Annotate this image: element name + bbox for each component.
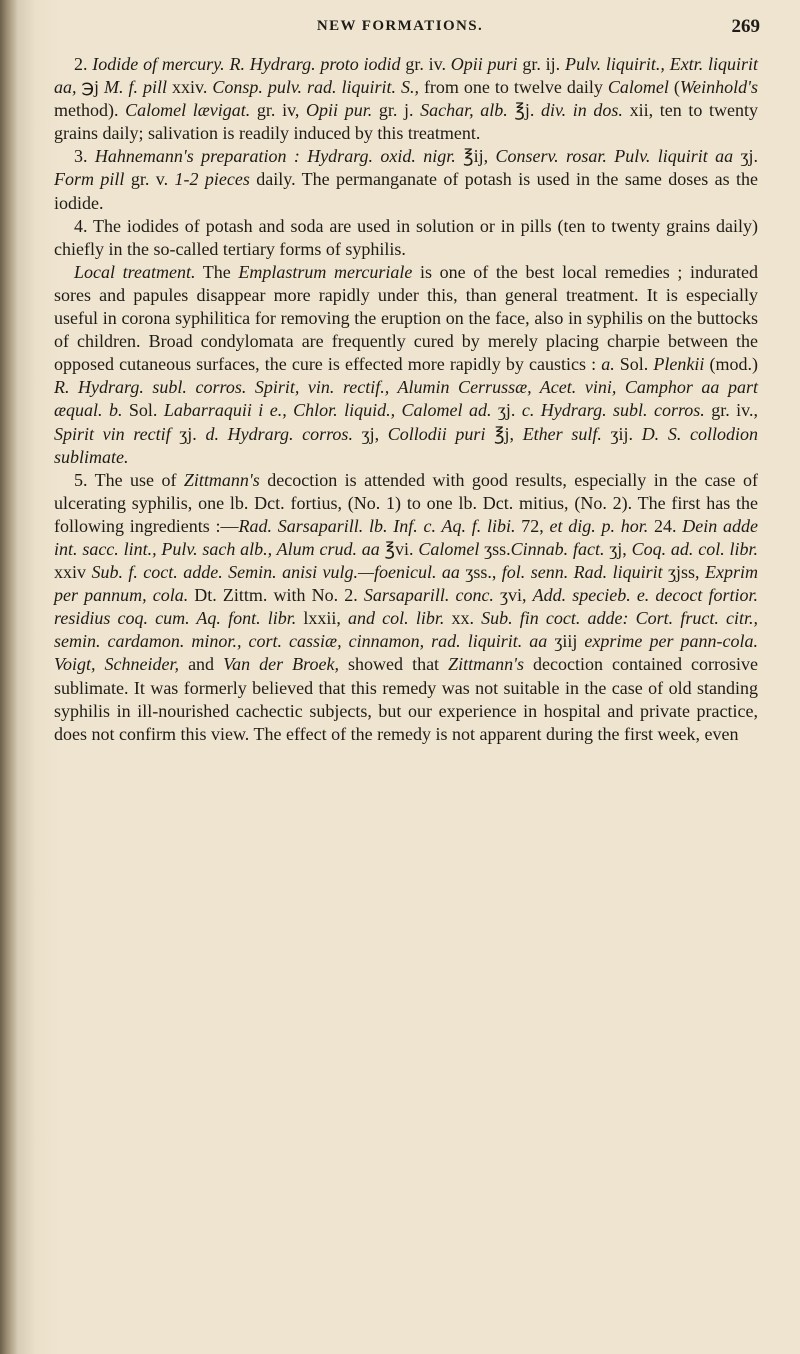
paragraph-segment: Sol. <box>614 354 654 375</box>
paragraph-local-treatment <box>54 261 758 469</box>
paragraph-segment: gr. v. <box>124 169 175 190</box>
paragraph-segment: Opii puri <box>450 54 518 74</box>
paragraph-segment: ʒss. <box>479 538 511 559</box>
paragraph-segment: 2. <box>74 54 93 74</box>
paragraph-segment: Add. specieb. e. decoct fortior. residius coq. cum. Aq. font. libr. <box>54 585 759 629</box>
paragraph-segment: gr. iv, <box>250 100 307 121</box>
paragraph-4-iodides <box>54 215 758 261</box>
running-head: NEW FORMATIONS. <box>316 18 484 34</box>
paragraph-segment: Spirit vin rectif <box>54 423 171 444</box>
paragraph-segment: Consp. pulv. rad. liquirit. S., <box>212 77 419 98</box>
paragraph-segment: xx. <box>444 608 482 629</box>
paragraph-segment: et dig. p. hor. <box>549 515 649 536</box>
paragraph-segment: ʒj, <box>604 538 632 559</box>
paragraph-segment: showed that <box>339 654 449 675</box>
paragraph-segment: Cinnab. fact. <box>510 538 605 559</box>
paragraph-segment: ʒvi, <box>493 585 533 606</box>
paragraph-segment: Van der Broek, <box>223 654 339 675</box>
paragraph-segment: xxiv <box>54 562 92 583</box>
paragraph-segment: ʒiij <box>547 631 585 652</box>
paragraph-segment: Conserv. rosar. Pulv. liquirit aa <box>495 146 734 167</box>
paragraph-segment: exprime per pann-cola. <box>584 631 758 652</box>
paragraph-segment: Labarraquii i e., Chlor. liquid., Calomel ad. <box>163 400 492 421</box>
paragraph-segment: 5. The use of <box>74 469 184 490</box>
paragraph-segment: Dt. Zittm. with No. 2. <box>188 585 364 606</box>
paragraph-segment: Emplastrum mercuriale <box>238 261 413 282</box>
paragraph-segment: Plenkii <box>653 354 705 375</box>
paragraph-segment: ʒj. <box>170 423 206 444</box>
paragraph-segment: a. <box>601 354 615 375</box>
paragraph-segment: 72, <box>515 515 550 536</box>
paragraph-5-zittmann-decoction <box>54 469 758 746</box>
paragraph-segment: xii, ten to twenty grains daily; salivation is readily induced by this treatment. <box>54 100 758 144</box>
paragraph-segment: Pulv. liquirit., Extr. liquirit aa, <box>54 54 758 98</box>
paragraph-segment: ʒj. <box>491 400 522 421</box>
paragraph-segment: Iodide of mercury. R. Hydrarg. proto iodid <box>92 54 401 74</box>
paragraph-segment: Exprim per pannum, cola. <box>54 562 758 606</box>
paragraph-segment: 24. <box>648 515 683 536</box>
paragraph-segment: Calomel lævigat. <box>125 100 251 121</box>
paragraph-segment: (mod.) <box>704 354 758 375</box>
paragraph-segment: lxxii, <box>296 608 349 629</box>
paragraph-segment: div. in dos. <box>540 100 623 121</box>
paragraph-segment: is one of the best local remedies ; indurated sores and papules disappear more rapidly under this, than general treatment. It is especially useful in corona syphilitica for removing the eruption on the face, also in syphilis on the buttocks of children. Broad condylomata are frequently cured by merely placing charpie between the opposed cutaneous surfaces, the cure is effected more rapidly by caustics : <box>54 261 758 375</box>
paragraph-segment: Collodii puri <box>387 423 486 444</box>
paragraph-segment: ʒjss, <box>662 562 705 583</box>
paragraph-segment: Hahnemann's preparation : Hydrarg. oxid. nigr. <box>94 146 456 167</box>
paragraph-segment: ʒij. <box>601 423 642 444</box>
page-number: 269 <box>731 16 760 37</box>
paragraph-segment: Sarsaparill. conc. <box>363 585 494 606</box>
paragraph-segment: Weinhold's <box>679 77 758 98</box>
paragraph-segment: Opii pur. <box>306 100 373 121</box>
paragraph-segment: fol. senn. Rad. liquirit <box>501 562 663 583</box>
paragraph-segment: 4. The iodides of potash and soda are used in solution or in pills (ten to twenty grains daily) chiefly in the so-called tertiary forms of syphilis. <box>54 215 758 259</box>
paragraph-segment: method). <box>54 100 126 121</box>
paragraph-segment: Ether sulf. <box>522 423 602 444</box>
body-text <box>54 53 758 746</box>
paragraph-segment: Sol. <box>122 400 164 421</box>
paragraph-segment: from one to twelve daily <box>418 77 608 98</box>
paragraph-segment: ℥j, <box>485 423 523 444</box>
paragraph-segment: Sub. fin coct. adde: Cort. fruct. citr., semin. cardamon. minor., cort. cassiæ, cinnamon, rad. liquirit. aa <box>54 608 758 652</box>
page-header <box>0 18 800 42</box>
paragraph-segment: Dein adde int. sacc. lint., Pulv. sach alb., Alum crud. aa <box>54 515 759 559</box>
paragraph-segment: decoction is attended with good results, especially in the case of ulcerating syphilis, one lb. Dct. fortius, (No. 1) to one lb. Dct. mitius, (No. 2). The first has the following ingredients :— <box>54 469 758 536</box>
paragraph-segment: 3. <box>74 146 95 167</box>
paragraph-segment: d. Hydrarg. corros. <box>205 423 353 444</box>
paragraph-segment: Form pill <box>54 169 125 190</box>
paragraph-segment: Sachar, alb. <box>420 100 508 121</box>
paragraph-segment: 1-2 pieces <box>174 169 250 190</box>
paragraph-segment: Calomel <box>607 77 669 98</box>
paragraph-segment: gr. ij. <box>517 54 565 74</box>
paragraph-segment: ( <box>668 77 680 98</box>
paragraph-segment: ℈j <box>76 77 105 98</box>
paragraph-segment: gr. iv., <box>704 400 758 421</box>
paragraph-segment: Sub. f. coct. adde. Semin. anisi vulg.—foenicul. aa <box>91 562 460 583</box>
paragraph-segment: ʒj, <box>352 423 388 444</box>
paragraph-segment: gr. j. <box>372 100 421 121</box>
paragraph-segment: R. Hydrarg. subl. corros. Spirit, vin. rectif., Alumin Cerrussæ, Acet. vini, Camphor aa part æqual. b. <box>54 377 758 421</box>
paragraph-segment: ℥vi. <box>379 538 419 559</box>
paragraph-segment: Coq. ad. col. libr. <box>631 538 759 559</box>
paragraph-segment: D. S. collodion sublimate. <box>54 423 759 467</box>
paragraph-2-iodide-of-mercury <box>54 53 758 145</box>
paragraph-segment: Calomel <box>418 538 480 559</box>
paragraph-segment: Voigt, Schneider, <box>54 654 180 675</box>
paragraph-segment: and col. libr. <box>348 608 445 629</box>
paragraph-segment: Local treatment. <box>74 261 196 282</box>
paragraph-segment: M. f. pill <box>104 77 168 98</box>
paragraph-3-hahnemann-preparation <box>54 145 758 214</box>
paragraph-segment: decoction contained corrosive sublimate. It was formerly believed that this remedy was not suitable in the case of old standing syphilis in ill-nourished cachectic subjects, but our experience in hospital and private practice, does not confirm this view. The effect of the remedy is not apparent during the first week, even <box>54 654 759 744</box>
paragraph-segment: Zittmann's <box>183 469 260 490</box>
paragraph-segment: ʒss., <box>459 562 502 583</box>
paragraph-segment: ʒj. <box>733 146 759 167</box>
paragraph-segment: daily. The permanganate of potash is used in the same doses as the iodide. <box>54 169 759 213</box>
paragraph-segment: xxiv. <box>167 77 213 98</box>
paragraph-segment: Rad. Sarsaparill. lb. Inf. c. Aq. f. libi. <box>238 515 516 536</box>
paragraph-segment: ℥j. <box>507 100 541 121</box>
paragraph-segment: ℥ij, <box>455 146 496 167</box>
paragraph-segment: gr. iv. <box>400 54 451 74</box>
paragraph-segment: c. Hydrarg. subl. corros. <box>521 400 705 421</box>
paragraph-segment: The <box>195 261 239 282</box>
paragraph-segment: Zittmann's <box>448 654 524 675</box>
paragraph-segment: and <box>179 654 224 675</box>
